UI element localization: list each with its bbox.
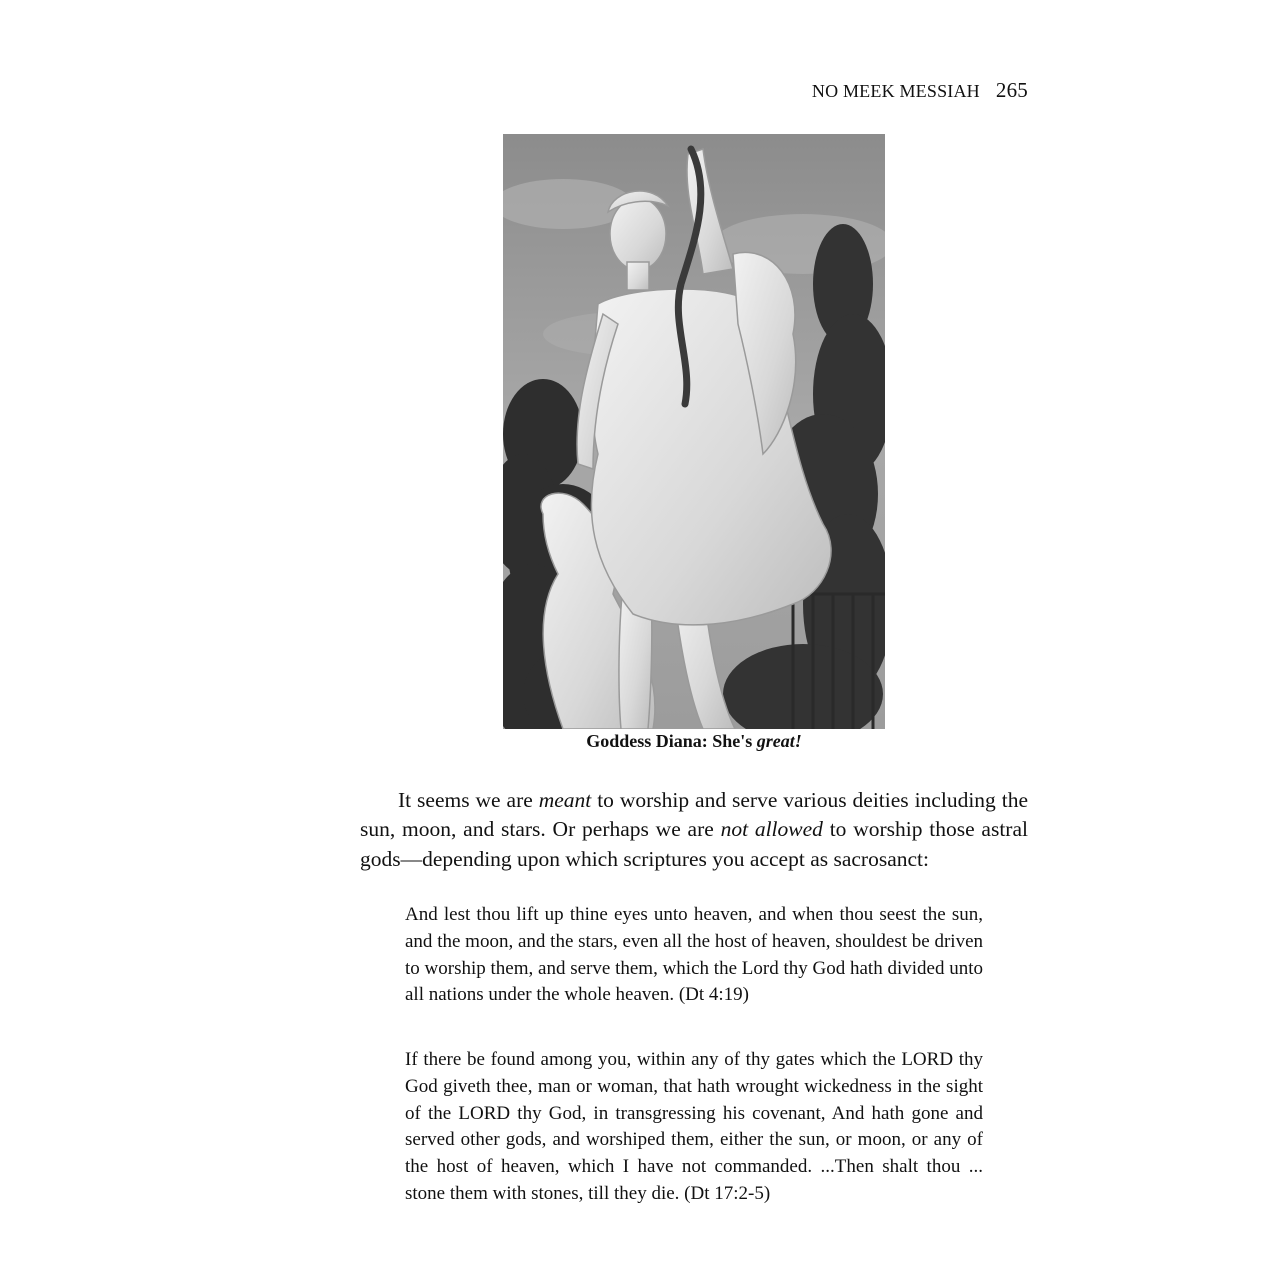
paragraph-part-2: to worship and serve various deities including the sun, moon, and stars. Or perhaps we are [360,788,1028,842]
caption-emphasis: great! [756,731,802,751]
body-paragraph [360,786,1028,874]
statue-illustration [503,134,885,729]
paragraph-emphasis-1: meant [538,788,592,812]
block-quote-deuteronomy-4-19: And lest thou lift up thine eyes unto heaven, and when thou seest the sun, and the moon, and the stars, even all the host of heaven, shouldest be driven to worship them, and serve them, which the Lord thy God hath divided unto all nations under the whole heaven. (Dt 4:19) [405,904,983,1006]
page-number: 265 [995,78,1028,102]
running-title: NO MEEK MESSIAH [811,81,980,101]
running-header [360,78,1028,103]
paragraph-emphasis-2: not allowed [720,817,823,842]
statue-photo [503,134,885,729]
block-quote-deuteronomy-17-2-5: If there be found among you, within any of thy gates which the LORD thy God giveth thee, man or woman, that hath wrought wickedness in the sight of the LORD thy God, in transgressing his covenant, And hath gone and served other gods, and worshiped them, either the sun, or moon, or any of the host of heaven, which I have not commanded. ...Then shalt thou ... stone them with stones, till they die. (Dt 17:2-5) [405,1049,983,1204]
caption-lead: Goddess Diana: She's [586,731,757,751]
paragraph-text [360,786,1028,874]
figure-caption [503,731,885,752]
paragraph-part-1: It seems we are [398,788,539,812]
paragraph-part-3: to worship those astral gods—depending upon which scriptures you accept as sacrosanct: [360,817,1028,871]
